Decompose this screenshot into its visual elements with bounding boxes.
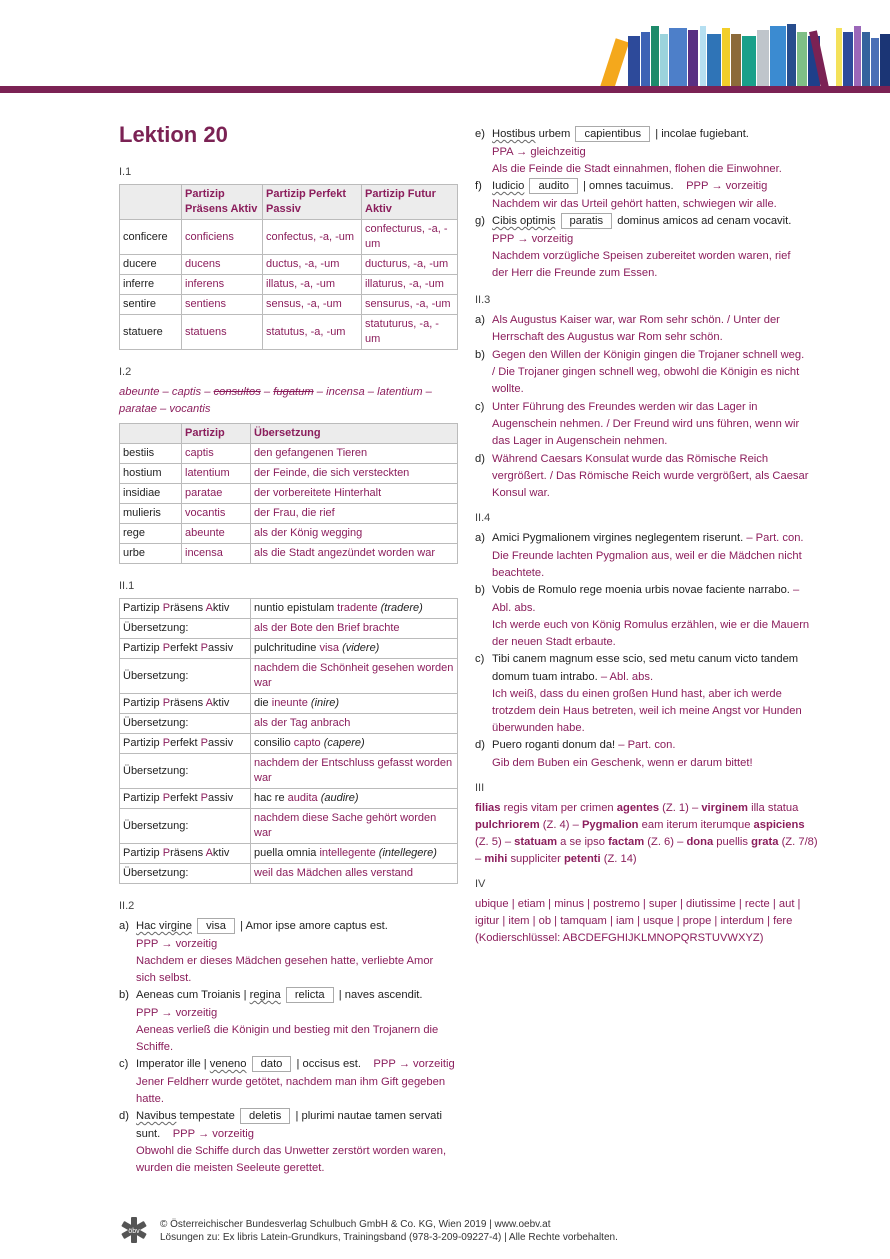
answer-box: visa [197, 918, 235, 934]
table-row [120, 864, 458, 884]
table-row: statuere statuens statutus, -a, -um statuturus, -a, -um [120, 315, 458, 350]
list-item: c) Imperator ille | veneno dato | occisus est. PPP → vorzeitig [119, 1058, 455, 1070]
list-item: c) Unter Führung des Freundes werden wir das Lager in Augenschein nehmen. / Der Freund wird uns führen, wenn wir das Lager in Augenschein nehmen. [475, 401, 800, 447]
list-item: g) Cibis optimis paratis dominus amicos ad cenam vocavit. [475, 215, 792, 227]
latin-phrase: puella omnia intellegente (intellegere) [251, 844, 458, 864]
table-header: Partizip [182, 424, 251, 444]
table-header: Partizip Futur Aktiv [362, 185, 458, 220]
table-header: Übersetzung [251, 424, 458, 444]
participle-table [119, 184, 458, 350]
table-row: mulieris vocantis der Frau, die rief [120, 504, 458, 524]
table-row [120, 694, 458, 714]
table-row: hostium latentium der Feinde, die sich versteckten [120, 464, 458, 484]
top-bar [0, 86, 890, 93]
list-item: b) Vobis de Romulo rege moenia urbis novae faciente narrabo. – [475, 584, 800, 596]
participle-type: Partizip Präsens Aktiv [120, 694, 251, 714]
table-header: Partizip Perfekt Passiv [263, 185, 362, 220]
translation: nachdem der Entschluss gefasst worden war [251, 754, 458, 789]
table-row [120, 809, 458, 844]
footer: © Österreichischer Bundesverlag Schulbuch GmbH & Co. KG, Wien 2019 | www.oebv.at Lösungen zu: Ex libris Latein-Grundkurs, Trainingsband (978-3-209-09227-4) | Alle Rechte vorbehalten. [160, 1219, 618, 1243]
exercise-ii2-left: a) Hac virgine visa | Amor ipse amore captus est. PPP → vorzeitig Nachdem er dieses Mädchen gesehen hatte, verliebte Amor sich selbst. b) Aeneas cum Troianis | regina relicta | naves ascendit. PPP → vorzeitig Aeneas verließ die Königin und bestieg mit den Trojanern die Schiffe. c) Imperator ille | veneno dato | occisus est. PPP → vorzeitig Jener Feldherr wurde getötet, nachdem man ihm Gift gegeben hatte. d) Navibus tempestate deletis | plurimi nautae tamen servati sunt. PPP → vorzeitig Obwohl die Schiffe durch das Unwetter zerstört worden waren, wurden die meisten Seeleute gerettet. [119, 918, 459, 1177]
right-column: e) Hostibus urbem capientibus | incolae fugiebant. PPA → gleichzeitig Als die Feinde die Stadt einnahmen, flohen die Einwohner. f) Iudicio audito | omnes tacuimus. PPP → vorzeitig Nachdem wir das Urteil gehört hatten, schwiegen wir alle. g) Cibis optimis paratis dominus amicos ad cenam vocavit. PPP → vorzeitig Nachdem vorzügliche Speisen zubereitet worden waren, rief der Herr die Freunde zum Essen. II.3 a) Als Augustus Kaiser war, war Rom sehr schön. / Unter der Herrschaft des Augustus war Rom sehr schön. b) Gegen den Willen der Königin gingen die Trojaner schnell weg. / Die Trojaner gingen schnell weg, obwohl die Königin es nicht wollte. c) Unter Führung des Freundes werden wir das Lager in Augenschein nehmen. / Der Freund wird uns führen, wenn wir das Lager in Augenschein nehmen. d) Während Caesars Konsulat wurde das Römische Reich vergrößert. / Das Römische Reich wurde vergrößert, als Caesar Konsul war. II.4 a) Amici Pygmalionem virgines neglegentem riserunt. – Part. con. Die Freunde lachten Pygmalion aus, weil er die Mädchen nicht beachtete. b) Vobis de Romulo rege moenia urbis novae faciente narrabo. – Abl. abs. Ich werde euch von König Romulus erzählen, wie er die Mauern der neuen Stadt erbaute. c) Tibi canem magnum esse scio, sed metu canum victo tandem domum tuam intrabo. – Abl. abs. Ich weiß, dass du einen großen Hund hast, aber ich werde trotzdem dein Haus betreten, weil ich meine Angst vor Hunden überwunden habe. d) Puero roganti donum da! – Part. con. Gib dem Buben ein Geschenk, wenn er darum bittet! III filias regis vitam per crimen agentes (Z. 1) – virginem illa statua pulchriorem (Z. 4) – Pygmalion eam iterum iterumque aspiciens (Z. 5) – statuam a se ipso factam (Z. 6) – dona puellis grata (Z. 7/8) – mihi suppliciter petenti (Z. 14) IV ubique | etiam | minus | postremo | super | diutissime | recte | aut | igitur | item | ob | tamquam | iam | usque | prope | interdum | fere (Kodierschlüssel: ABCDEFGHIJKLMNOPQRSTUVWXYZ) [475, 126, 820, 947]
translation: weil das Mädchen alles verstand [251, 864, 458, 884]
translation-label: Übersetzung: [120, 714, 251, 734]
answer-box: deletis [240, 1108, 290, 1124]
svg-text:öbv: öbv [128, 1228, 140, 1235]
bookshelf-illustration [598, 22, 890, 88]
translation: nachdem diese Sache gehört worden war [251, 809, 458, 844]
translation-table [119, 423, 458, 564]
latin-phrase: nuntio epistulam tradente (tradere) [251, 599, 458, 619]
list-item: e) Hostibus urbem capientibus | incolae fugiebant. [475, 128, 749, 140]
list-item: b) Gegen den Willen der Königin gingen die Trojaner schnell weg. / Die Trojaner gingen schnell weg, obwohl die Königin es nicht wollte. [475, 349, 805, 395]
answer-box: audito [529, 178, 577, 194]
oebv-logo-icon [120, 1216, 148, 1244]
list-item: b) Aeneas cum Troianis | regina relicta | naves ascendit. [119, 989, 423, 1001]
table-row [120, 639, 458, 659]
latin-phrase: die ineunte (inire) [251, 694, 458, 714]
participle-type: Partizip Perfekt Passiv [120, 639, 251, 659]
table-row: rege abeunte als der König wegging [120, 524, 458, 544]
table-header: Partizip Präsens Aktiv [182, 185, 263, 220]
list-item: f) Iudicio audito | omnes tacuimus. PPP → vorzeitig [475, 180, 768, 192]
table-row [120, 659, 458, 694]
table-row [120, 714, 458, 734]
word-list: abeunte – captis – consultos – fugatum – incensa – latentium – [119, 386, 432, 398]
section-label: II.4 [475, 512, 491, 524]
list-item: a) Hac virgine visa | Amor ipse amore captus est. [119, 920, 388, 932]
translation: nachdem die Schönheit gesehen worden war [251, 659, 458, 694]
participle-type: Partizip Präsens Aktiv [120, 599, 251, 619]
section-label: I.2 [119, 366, 132, 378]
left-column [119, 122, 459, 1177]
translation-label: Übersetzung: [120, 659, 251, 694]
participle-type: Partizip Perfekt Passiv [120, 734, 251, 754]
table-row [120, 844, 458, 864]
table-row: insidiae paratae der vorbereitete Hinterhalt [120, 484, 458, 504]
page-title: Lektion 20 [119, 122, 228, 147]
list-item: c) Tibi canem magnum esse scio, sed metu canum victo tandem [475, 653, 799, 665]
translation: als der Bote den Brief brachte [251, 619, 458, 639]
table-row [120, 599, 458, 619]
section-label: IV [475, 878, 486, 890]
list-item: a) Amici Pygmalionem virgines neglegentem riserunt. – Part. con. [475, 532, 804, 544]
translation-label: Übersetzung: [120, 809, 251, 844]
table-row: inferre inferens illatus, -a, -um illaturus, -a, -um [120, 275, 458, 295]
word-list: paratae – vocantis [119, 403, 211, 415]
section-label: II.2 [119, 900, 135, 912]
table-row: conficere conficiens confectus, -a, -um confecturus, -a, -um [120, 220, 458, 255]
translation-label: Übersetzung: [120, 754, 251, 789]
table-row [120, 754, 458, 789]
table-row [120, 789, 458, 809]
table-row: bestiis captis den gefangenen Tieren [120, 444, 458, 464]
latin-phrase: consilio capto (capere) [251, 734, 458, 754]
latin-phrase: pulchritudine visa (videre) [251, 639, 458, 659]
answer-box: paratis [561, 213, 613, 229]
section-label: I.1 [119, 166, 132, 178]
exercise-iii: filias regis vitam per crimen agentes (Z. 1) – virginem illa statua pulchriorem (Z. 4) – Pygmalion eam iterum iterumque aspiciens (Z. 5) – statuam a se ipso factam (Z. 6) – dona puellis grata (Z. 7/8) – mihi suppliciter petenti (Z. 14) [475, 802, 818, 865]
latin-phrase: hac re audita (audire) [251, 789, 458, 809]
table-row [120, 734, 458, 754]
translation-label: Übersetzung: [120, 619, 251, 639]
list-item: a) Als Augustus Kaiser war, war Rom sehr schön. / Unter der Herrschaft des Augustus war Rom sehr schön. [475, 314, 780, 343]
exercise-ii4: a) Amici Pygmalionem virgines neglegentem riserunt. – Part. con. Die Freunde lachten Pygmalion aus, weil er die Mädchen nicht beachtete. b) Vobis de Romulo rege moenia urbis novae faciente narrabo. – Abl. abs. Ich werde euch von König Romulus erzählen, wie er die Mauern der neuen Stadt erbaute. c) Tibi canem magnum esse scio, sed metu canum victo tandem domum tuam intrabo. – Abl. abs. Ich weiß, dass du einen großen Hund hast, aber ich werde trotzdem dein Haus betreten, weil ich meine Angst vor Hunden überwunden habe. d) Puero roganti donum da! – Part. con. Gib dem Buben ein Geschenk, wenn er darum bittet! [475, 530, 820, 772]
translation-label: Übersetzung: [120, 864, 251, 884]
list-item: d) Puero roganti donum da! – Part. con. [475, 739, 676, 751]
table-row: sentire sentiens sensus, -a, -um sensurus, -a, -um [120, 295, 458, 315]
table-row: ducere ducens ductus, -a, -um ducturus, -a, -um [120, 255, 458, 275]
exercise-ii3 [475, 312, 820, 502]
section-label: II.1 [119, 580, 135, 592]
participle-type: Partizip Perfekt Passiv [120, 789, 251, 809]
table-row: urbe incensa als die Stadt angezündet worden war [120, 544, 458, 564]
participle-usage-table [119, 598, 458, 884]
table-row [120, 619, 458, 639]
section-label: III [475, 782, 485, 794]
list-item: d) Während Caesars Konsulat wurde das Römische Reich vergrößert. / Das Römische Reich wurde vergrößert, als Caesar Konsul war. [475, 453, 809, 499]
translation: als der Tag anbrach [251, 714, 458, 734]
answer-box: relicta [286, 987, 334, 1003]
answer-box: dato [252, 1056, 292, 1072]
answer-box: capientibus [575, 126, 650, 142]
participle-type: Partizip Präsens Aktiv [120, 844, 251, 864]
list-item: d) Navibus tempestate deletis | plurimi nautae tamen servati [119, 1110, 442, 1122]
exercise-iv: ubique | etiam | minus | postremo | super | diutissime | recte | aut | igitur | item | ob | tamquam | iam | usque | prope | interdum | fere (Kodierschlüssel: ABCDEFGHIJKLMNOPQRSTUVWXYZ) [475, 898, 801, 944]
section-label: II.3 [475, 294, 491, 306]
